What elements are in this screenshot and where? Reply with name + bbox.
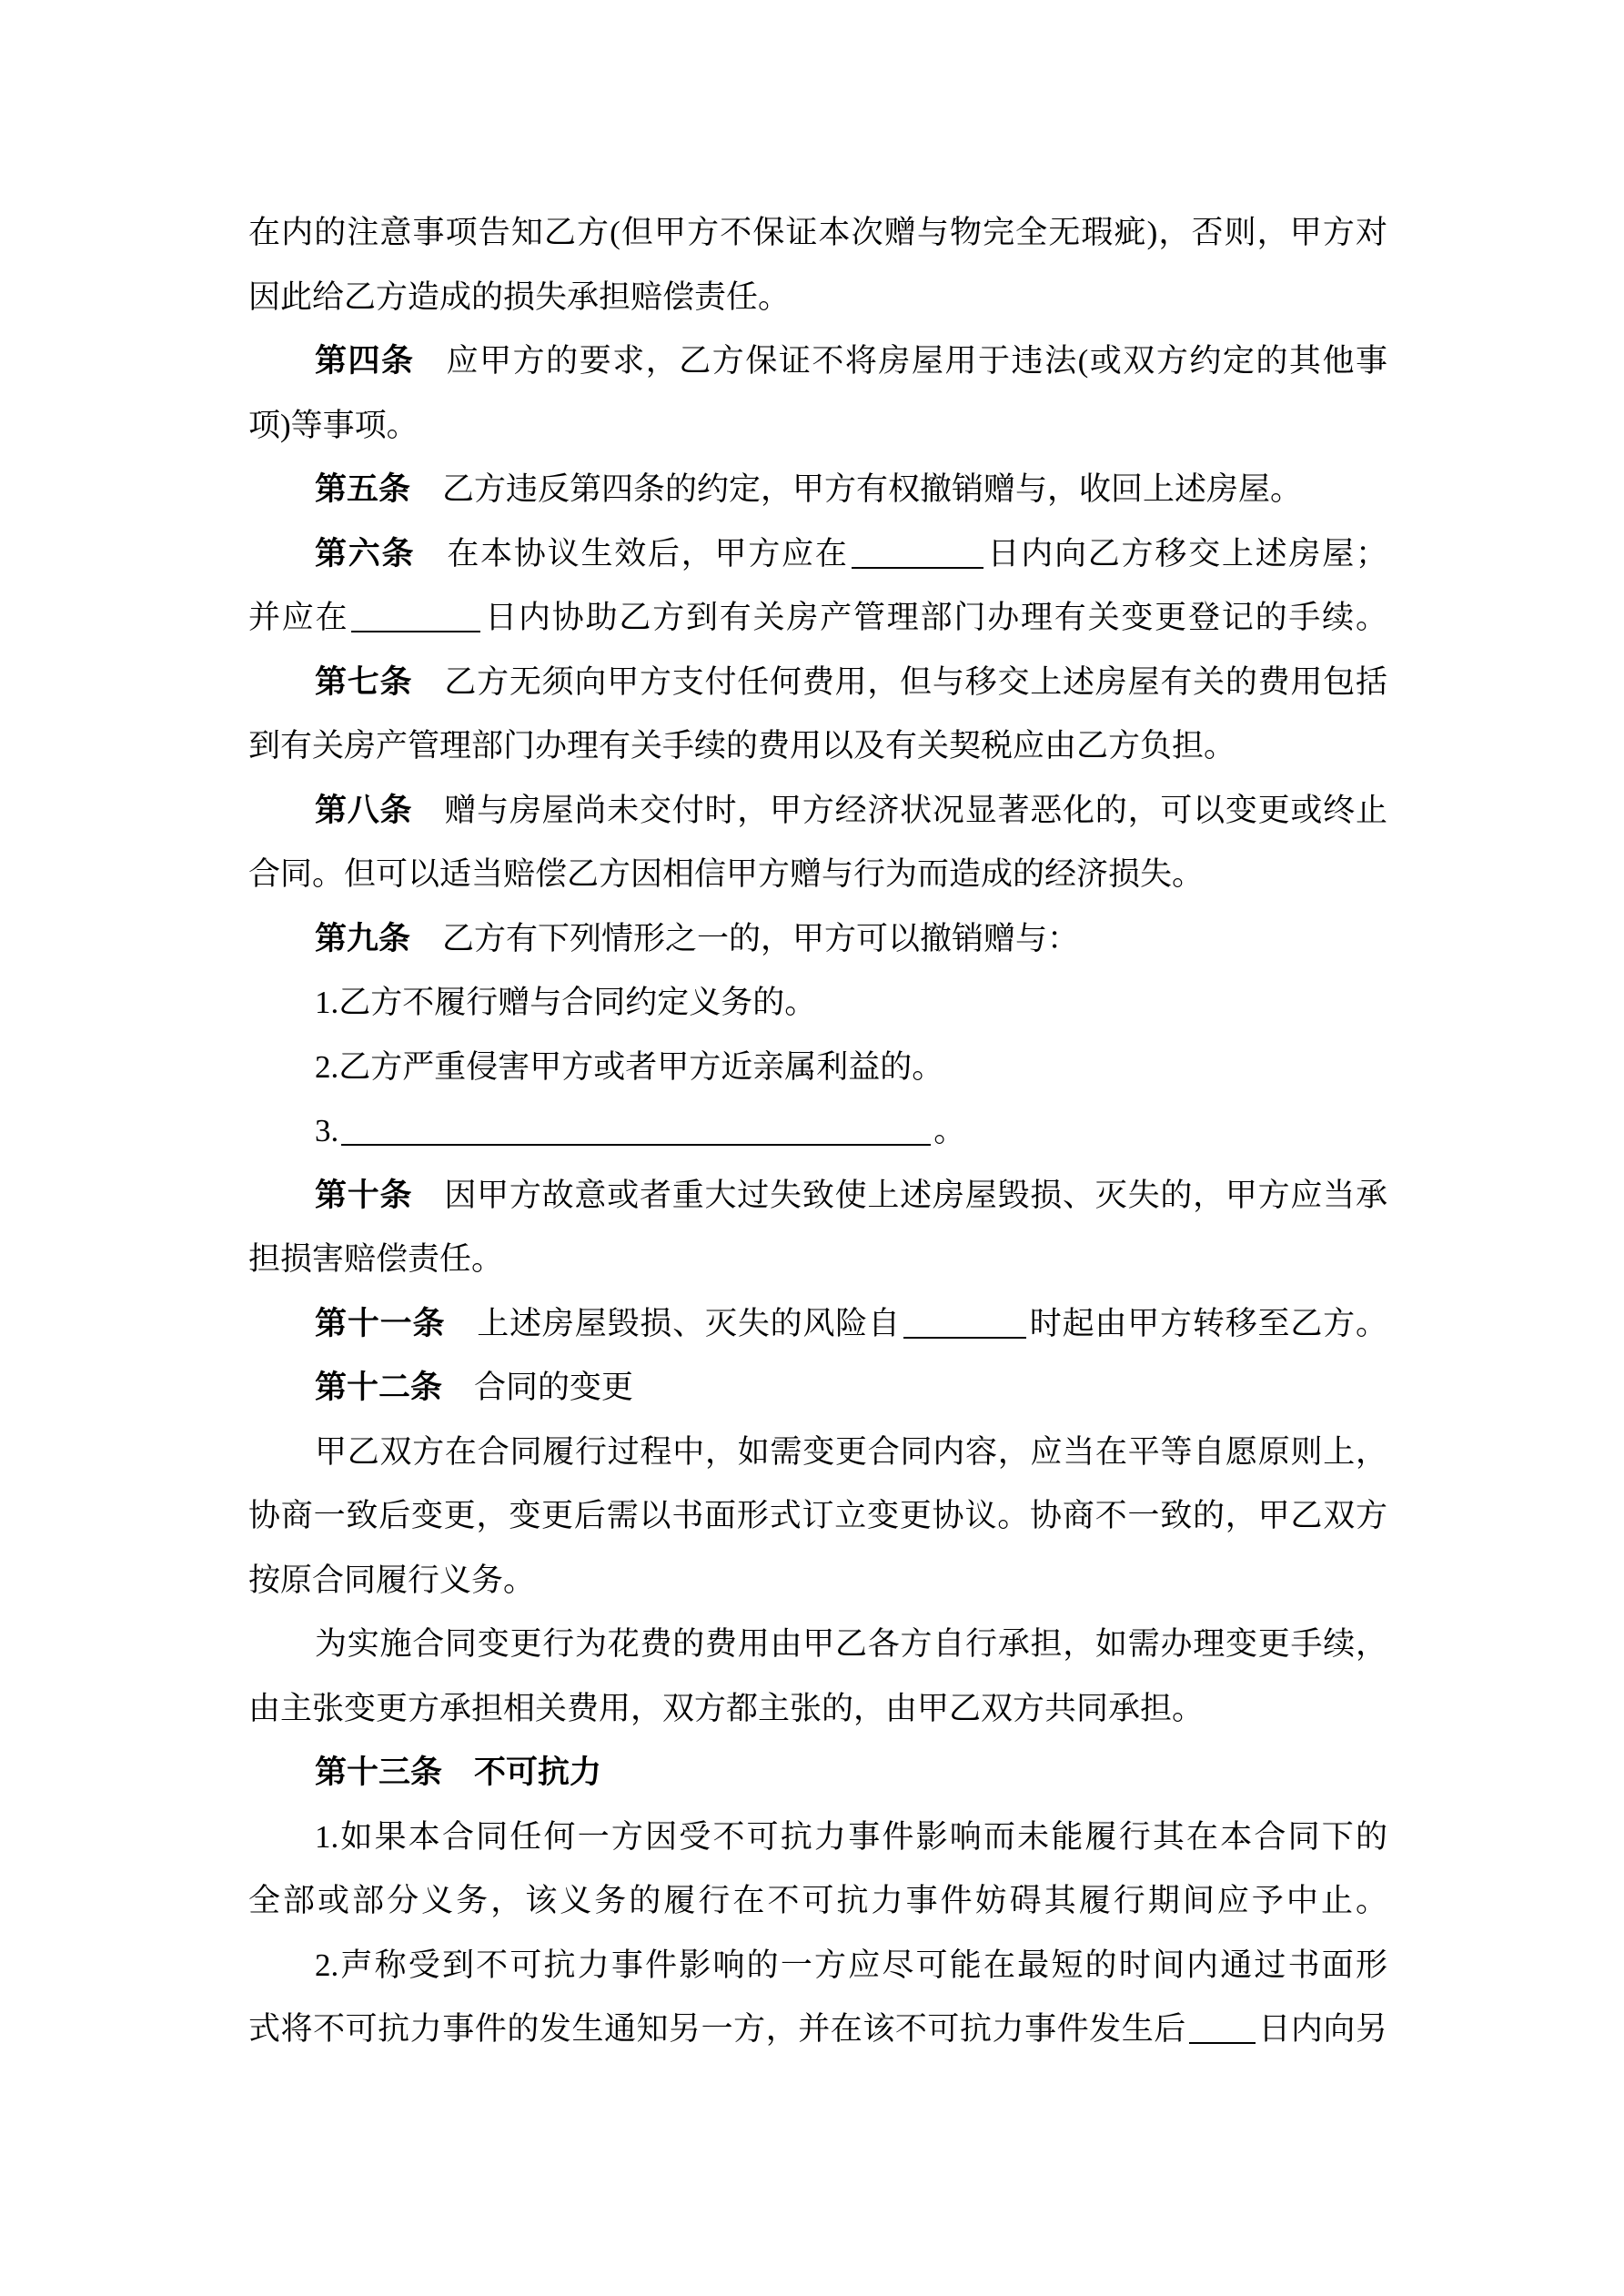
- line-text: 日内协助乙方到有关房产管理部门办理有关变更登记的手续。: [483, 600, 1387, 635]
- text-line: [248, 714, 1387, 779]
- line-text: 2.声称受到不可抗力事件影响的一方应尽可能在最短的时间内通过书面形: [315, 1947, 1387, 1983]
- article-12-clause-2: [248, 1613, 1387, 1741]
- line-text: 赠与房屋尚未交付时，甲方经济状况显著恶化的，可以变更或终止: [444, 792, 1387, 828]
- article-number: 第十三条: [315, 1755, 443, 1790]
- line-text: 按原合同履行义务。: [248, 1562, 536, 1598]
- fill-in-blank: [1189, 2017, 1256, 2044]
- article-9-item-3: [248, 1099, 1387, 1164]
- article-number: 第七条: [315, 663, 413, 700]
- line-text: 式将不可抗力事件的发生通知另一方，并在该不可抗力事件发生后: [248, 2011, 1186, 2047]
- line-text: 甲乙双方在合同履行过程中，如需变更合同内容，应当在平等自愿原则上，: [315, 1433, 1387, 1470]
- article-number: 第十一条: [315, 1305, 446, 1341]
- text-line: [248, 907, 1387, 972]
- text-line: [248, 779, 1387, 844]
- article-9-item-2: [248, 1036, 1387, 1100]
- article-number: 第六条: [315, 535, 416, 571]
- line-text: 在内的注意事项告知乙方(但甲方不保证本次赠与物完全无瑕疵)，否则，甲方对: [248, 215, 1387, 250]
- text-line: [248, 1677, 1387, 1742]
- text-line: [248, 522, 1387, 587]
- line-text: 乙方无须向甲方支付任何费用，但与移交上述房屋有关的费用包括: [444, 663, 1387, 700]
- text-line: [248, 1036, 1387, 1100]
- article-4: [248, 329, 1387, 458]
- line-text: 合同的变更: [474, 1370, 634, 1405]
- line-text: 全部或部分义务，该义务的履行在不可抗力事件妨碍其履行期间应予中止。: [248, 1883, 1387, 1918]
- text-line: [248, 1869, 1387, 1934]
- text-line: [248, 971, 1387, 1036]
- line-text: 担损害赔偿责任。: [248, 1241, 504, 1277]
- text-line: [248, 1421, 1387, 1485]
- line-text: 3.: [315, 1113, 339, 1148]
- line-text: 因此给乙方造成的损失承担赔偿责任。: [248, 278, 791, 315]
- line-text: 时起由甲方转移至乙方。: [1028, 1305, 1387, 1341]
- text-line: [248, 1164, 1387, 1229]
- line-text: 合同。但可以适当赔偿乙方因相信甲方赠与行为而造成的经济损失。: [248, 856, 1205, 892]
- article-number: 第十条: [315, 1177, 413, 1213]
- text-line: [248, 1099, 1387, 1164]
- line-text: 到有关房产管理部门办理有关手续的费用以及有关契税应由乙方负担。: [248, 728, 1236, 764]
- text-line: [248, 1934, 1387, 1998]
- text-line: [248, 201, 1387, 266]
- line-text: 由主张变更方承担相关费用，双方都主张的，由甲乙双方共同承担。: [248, 1690, 1205, 1726]
- article-13-item-2: [248, 1934, 1387, 2062]
- text-line: [248, 1484, 1387, 1549]
- article-number: 第四条: [315, 343, 415, 379]
- article-6: [248, 522, 1387, 651]
- text-line: [248, 266, 1387, 330]
- text-line: [248, 1549, 1387, 1613]
- line-text: 在本协议生效后，甲方应在: [447, 535, 849, 571]
- text-line: [248, 586, 1387, 651]
- fill-in-blank: [903, 1311, 1026, 1339]
- article-title: 不可抗力: [474, 1755, 602, 1790]
- article-7: [248, 651, 1387, 779]
- text-line: [248, 1613, 1387, 1677]
- article-12-clause-1: [248, 1421, 1387, 1613]
- text-line: [248, 394, 1387, 459]
- article-number: 第十二条: [315, 1370, 443, 1405]
- line-text: 。: [933, 1113, 966, 1148]
- document-body: [248, 201, 1387, 2062]
- article-10: [248, 1164, 1387, 1292]
- line-text: 项)等事项。: [248, 407, 419, 443]
- text-line: [248, 1998, 1387, 2062]
- line-text: 协商一致后变更，变更后需以书面形式订立变更协议。协商不一致的，甲乙双方: [248, 1498, 1387, 1533]
- article-12: [248, 1356, 1387, 1421]
- text-line: [248, 843, 1387, 907]
- article-5: [248, 458, 1387, 522]
- article-11: [248, 1292, 1387, 1357]
- article-number: 第八条: [315, 792, 413, 828]
- text-line: [248, 1356, 1387, 1421]
- article-8: [248, 779, 1387, 907]
- fill-in-blank: [341, 1118, 931, 1146]
- line-text: 乙方违反第四条的约定，甲方有权撤销赠与，收回上述房屋。: [442, 471, 1303, 507]
- line-text: 日内向乙方移交上述房屋；: [985, 535, 1387, 571]
- article-number: 第五条: [315, 471, 411, 507]
- text-line: [248, 458, 1387, 522]
- text-line: [248, 1741, 1387, 1805]
- text-line: [248, 651, 1387, 715]
- line-text: 因甲方故意或者重大过失致使上述房屋毁损、灭失的，甲方应当承: [444, 1177, 1387, 1213]
- line-text: 并应在: [248, 600, 349, 635]
- article-13-item-1: [248, 1805, 1387, 1934]
- line-text: 上述房屋毁损、灭失的风险自: [477, 1305, 901, 1341]
- text-line: [248, 1228, 1387, 1292]
- paragraph-continuation: [248, 201, 1387, 329]
- text-line: [248, 1292, 1387, 1357]
- line-text: 乙方有下列情形之一的，甲方可以撤销赠与：: [442, 920, 1080, 956]
- line-text: 1.如果本合同任何一方因受不可抗力事件影响而未能履行其在本合同下的: [315, 1818, 1387, 1855]
- line-text: 1.乙方不履行赠与合同约定义务的。: [315, 985, 817, 1020]
- line-text: 为实施合同变更行为花费的费用由甲乙各方自行承担，如需办理变更手续，: [315, 1626, 1387, 1662]
- line-text: 日内向另: [1257, 2011, 1387, 2047]
- article-number: 第九条: [315, 920, 411, 956]
- text-line: [248, 1805, 1387, 1870]
- article-9: [248, 907, 1387, 972]
- article-13: [248, 1741, 1387, 1805]
- fill-in-blank: [852, 541, 983, 569]
- article-9-item-1: [248, 971, 1387, 1036]
- line-text: 应甲方的要求，乙方保证不将房屋用于违法(或双方约定的其他事: [446, 343, 1387, 379]
- text-line: [248, 329, 1387, 394]
- fill-in-blank: [351, 605, 480, 632]
- line-text: 2.乙方严重侵害甲方或者甲方近亲属利益的。: [315, 1048, 944, 1085]
